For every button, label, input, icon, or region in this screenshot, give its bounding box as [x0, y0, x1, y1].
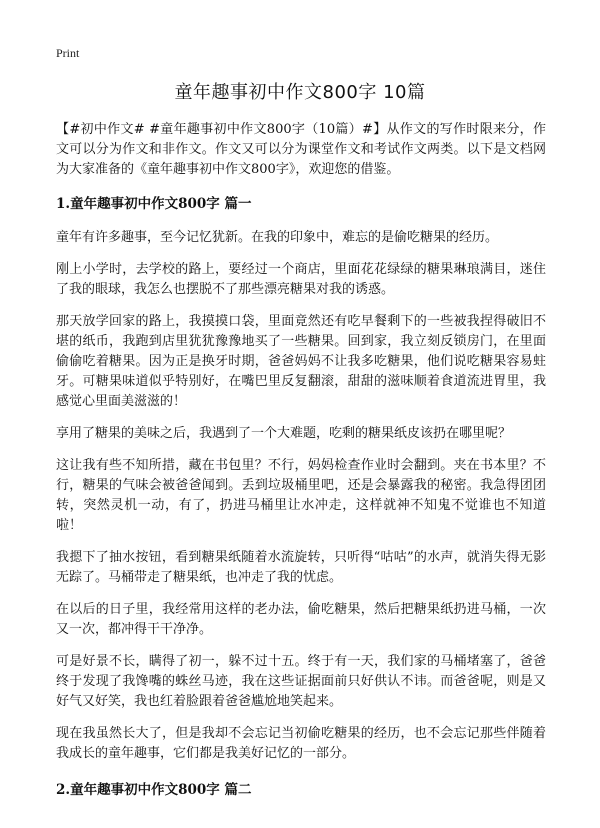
paragraph: 刚上小学时，去学校的路上，要经过一个商店，里面花花绿绿的糖果琳琅满目，迷住了我的眼球，我怎么也摆脱不了那些漂亮糖果对我的诱惑。	[56, 262, 546, 297]
page-title: 童年趣事初中作文800字 10篇	[174, 82, 426, 103]
section-heading-2: 2.童年趣事初中作文800字 篇二	[56, 782, 252, 798]
paragraph: 可是好景不长，瞒得了初一，躲不过十五。终于有一天，我们家的马桶堵塞了，爸爸终于发现了我馋嘴的蛛丝马迹，我在这些证据面前只好供认不讳。而爸爸呢，则是又好气又好笑，我也红着脸跟着爸爸尴尬地笑起来。	[56, 654, 546, 709]
intro-paragraph: 【#初中作文# #童年趣事初中作文800字（10篇）#】从作文的写作时限来分，作文可以分为作文和非作文。作文又可以分为课堂作文和考试作文两类。以下是文档网为大家准备的《童年趣事初中作文800字》，欢迎您的借鉴。	[56, 122, 546, 177]
article-body	[56, 120, 546, 814]
paragraph: 在以后的日子里，我经常用这样的老办法，偷吃糖果，然后把糖果纸扔进马桶，一次又一次，都冲得干干净净。	[56, 602, 546, 637]
paragraph: 这让我有些不知所措，藏在书包里？不行，妈妈检查作业时会翻到。夹在书本里？不行，糖果的气味会被爸爸闻到。丢到垃圾桶里吧，还是会暴露我的秘密。我急得团团转，突然灵机一动，有了，扔进马桶里让水冲走，这样就神不知鬼不觉谁也不知道啦！	[56, 458, 546, 533]
paragraph: 那天放学回家的路上，我摸摸口袋，里面竟然还有吃早餐剩下的一些被我捏得破旧不堪的纸币，我跑到店里犹犹豫豫地买了一些糖果。回到家，我立刻反锁房门，在里面偷偷吃着糖果。因为正是换牙时期，爸爸妈妈不让我多吃糖果，他们说吃糖果容易蛀牙。可糖果味道似乎特别好，在嘴巴里反复翻滚，甜甜的滋味顺着食道流进胃里，我感觉心里面美滋滋的！	[56, 314, 546, 409]
paragraph: 我摁下了抽水按钮，看到糖果纸随着水流旋转，只听得“咕咕”的水声，就消失得无影无踪了。马桶带走了糖果纸，也冲走了我的忧虑。	[56, 550, 546, 585]
section-heading-1: 1.童年趣事初中作文800字 篇一	[56, 196, 252, 212]
paragraph: 现在我虽然长大了，但是我却不会忘记当初偷吃糖果的经历，也不会忘记那些伴随着我成长的童年趣事，它们都是我美好记忆的一部分。	[56, 726, 546, 761]
paragraph: 享用了糖果的美味之后，我遇到了一个大难题，吃剩的糖果纸皮该扔在哪里呢？	[56, 426, 512, 441]
print-link[interactable]: Print	[56, 46, 80, 60]
paragraph: 童年有许多趣事，至今记忆犹新。在我的印象中，难忘的是偷吃糖果的经历。	[56, 230, 499, 245]
